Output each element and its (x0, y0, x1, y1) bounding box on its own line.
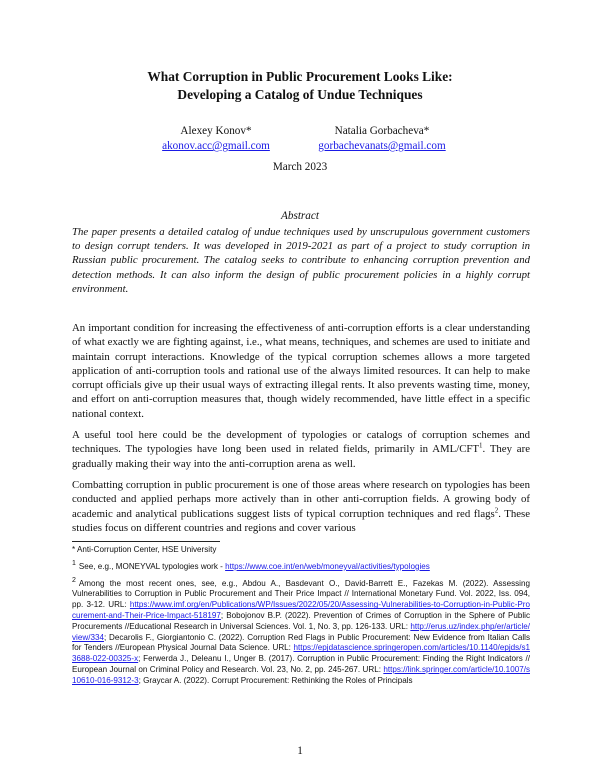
footnote-2-link-epj[interactable]: https://epjdatascience.springeropen.com/articles/10.1140/epjds/s13688-022-00325-x (72, 643, 530, 664)
footnote-2-text-2: ; Bobojonov B.P. (2022). Prevention of Crimes of Corruption in the Sphere of Public Procurements //Educational Research in Universal Sciences. Vol. 1, No. 3, pp. 126-133. URL: (72, 610, 530, 631)
paper-title (0, 68, 600, 104)
footnote-2-text-4: ; Ferwerda J., Deleanu I., Unger B. (2017). Corruption in Public Procurement: Finding the Right Indicators // European Journal on Criminal Policy and Research. Vol. 23, No. 2, pp. 245-267. URL: (72, 654, 530, 674)
paragraph-3 (72, 478, 530, 535)
abstract-heading: Abstract (281, 210, 319, 222)
footnote-affiliation: * Anti-Corruption Center, HSE University (72, 545, 217, 554)
paragraph-3-text: Combatting corruption in public procurement is one of those areas where research on typologies has been conducted and applied perhaps more actively than in other anti-corruption fields. A growing body of academic and analytical publications suggest lists of typical corruption techniques and red flags (72, 478, 530, 520)
abstract-text: The paper presents a detailed catalog of undue techniques used by unscrupulous government customers to design corrupt tenders. It was developed in 2019-2021 as part of a project to study corruption in Russian public procurement. The catalog seeks to contribute to enhancing corruption prevention and detection methods. It can also inform the design of public procurement policies in a highly corrupt environment. (72, 226, 530, 295)
footnote-2-text-3: ; Decarolis F., Giorgiantonio C. (2022). Corruption Red Flags in Public Procurement: New Evidence from Italian Calls for Tenders //European Physical Journal Data Science. URL: (72, 632, 530, 653)
title-line-2: Developing a Catalog of Undue Techniques (177, 87, 423, 102)
footnote-1 (72, 562, 530, 573)
footnote-1-link[interactable]: https://www.coe.int/en/web/moneyval/activities/typologies (225, 561, 430, 571)
author-2-email-link[interactable]: gorbachevanats@gmail.com (318, 140, 446, 152)
paragraph-1: An important condition for increasing the effectiveness of anti-corruption efforts is a clear understanding of what exactly we are fighting against, i.e., what means, techniques, and schemes are used to initiate and maintain corrupt interactions. Knowledge of the typical corruption schemes allows a more targeted application of anti-corruption tools and rational use of the always limited resources. It can help to make corrupt officials give up their usual ways of extracting illegal rents. It also prevents wasting time, money, and effort on anti-corruption measures that, though widely recommended, have little effect in a specific national context. (72, 322, 530, 420)
footnote-ref-1[interactable]: 1 (479, 441, 483, 450)
author-1-email-link[interactable]: akonov.acc@gmail.com (162, 140, 270, 152)
footnote-2-link-erus[interactable]: http://erus.uz/index.php/er/article/view/334 (72, 621, 530, 642)
footnote-2-label: 2 (72, 576, 76, 584)
author-2 (282, 124, 482, 154)
footnote-2 (72, 576, 530, 687)
paragraph-2-tail: . They are gradually making their way into the anti-corruption arena as well. (72, 443, 530, 470)
page-number: 1 (297, 745, 303, 757)
paragraph-2 (72, 428, 530, 471)
paragraph-3-tail: . These studies focus on different countries and regions and cover various (72, 507, 530, 534)
publication-date: March 2023 (272, 161, 328, 173)
footnote-2-text-1: Among the most recent ones, see, e.g., Abdou A., Basdevant O., David-Barrett E., Fazekas M. (2022). Assessing Vulnerabilities to Corruption in Public Procurement and Their Price Impact // International Monetary Fund. Vol. 2022, Iss. 094, pp. 3-12. URL: (72, 578, 530, 610)
body-text (72, 321, 530, 542)
footnote-divider (72, 541, 220, 542)
author-1-name: Alexey Konov* (180, 125, 252, 137)
footnote-2-link-springer[interactable]: https://link.springer.com/article/10.1007/s10610-016-9312-3 (72, 664, 530, 685)
footnotes (72, 545, 530, 693)
footnote-1-label: 1 (72, 560, 76, 568)
footnote-1-text: See, e.g., MONEYVAL typologies work - (78, 561, 226, 571)
paragraph-2-text: A useful tool here could be the development of typologies or catalogs of corruption schemes and techniques. The typologies have long been used in related fields, primarily in AML/CFT (72, 429, 530, 456)
footnote-2-link-imf[interactable]: https://www.imf.org/en/Publications/WP/Issues/2022/05/20/Assessing-Vulnerabilities-to-Corruption-in-Public-Procurement-and-Their-Price-Impact-518197 (72, 600, 530, 620)
title-line-1: What Corruption in Public Procurement Looks Like: (147, 69, 453, 84)
author-block (0, 124, 600, 164)
footnote-ref-2[interactable]: 2 (494, 505, 499, 514)
author-2-name: Natalia Gorbacheva* (334, 125, 430, 137)
footnote-2-text-5: ; Graycar A. (2022). Corrupt Procurement: Rethinking the Roles of Principals (138, 675, 413, 685)
